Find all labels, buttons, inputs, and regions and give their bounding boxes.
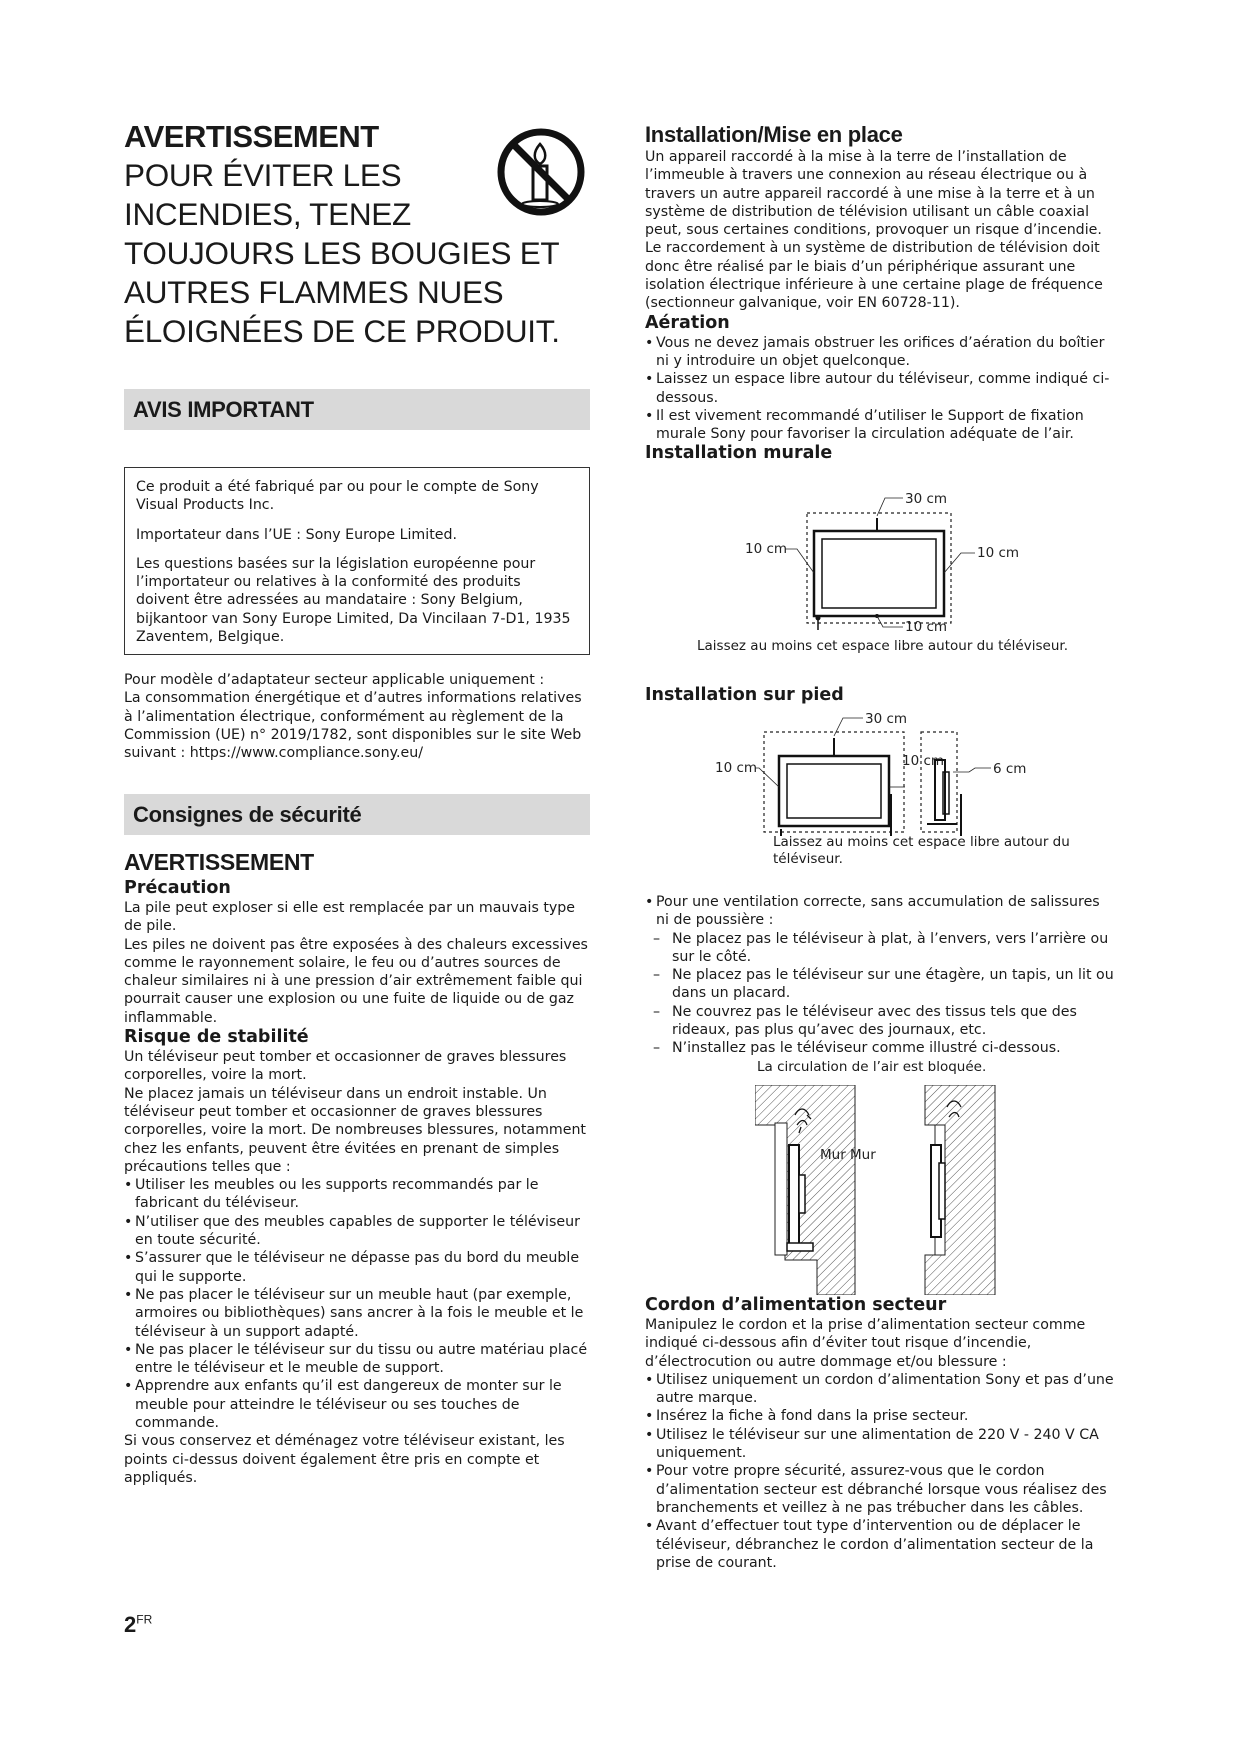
warning-line: POUR ÉVITER LES (124, 157, 402, 193)
safety-section (124, 848, 590, 1487)
wall-left-label: 10 cm (745, 541, 788, 557)
stability-para: Un téléviseur peut tomber et occasionner de graves blessures corporelles, voire la mort. (124, 1049, 567, 1084)
safety-band (124, 794, 590, 835)
warning-line: AUTRES FLAMMES NUES (124, 274, 504, 310)
warning-line: ÉLOIGNÉES DE CE PRODUIT. (124, 313, 560, 349)
wall-title: Installation murale (645, 443, 833, 464)
list-item: • Vous ne devez jamais obstruer les orifices d’aération du boîtier ni y introduire un objet quelconque. (645, 334, 1115, 371)
stand-diagram (695, 712, 1065, 836)
list-item: • Pour une ventilation correcte, sans accumulation de salissures ni de poussière : (645, 893, 1115, 930)
stand-right-label: 10 cm (902, 753, 945, 769)
wall-mount-diagram (705, 488, 1035, 633)
list-item: – Ne placez pas le téléviseur à plat, à l’envers, vers l’arrière ou sur le côté. (645, 930, 1115, 967)
list-item: – Ne couvrez pas le téléviseur avec des tissus tels que des rideaux, pas plus qu’avec des journaux, etc. (645, 1003, 1115, 1040)
vent-dash-list (645, 930, 1115, 1058)
stand-left-label: 10 cm (715, 760, 758, 776)
caution-title: Précaution (124, 878, 231, 898)
notice-box-para: Importateur dans l’UE : Sony Europe Limited. (136, 526, 457, 543)
adapter-note-line: Pour modèle d’adaptateur secteur applicable uniquement : (124, 672, 545, 688)
stability-title: Risque de stabilité (124, 1027, 309, 1048)
list-item: • Avant d’effectuer tout type d’intervention ou de déplacer le téléviseur, débranchez le cordon d’alimentation secteur de la prise de courant. (645, 1517, 1115, 1572)
vent-list (645, 893, 1115, 930)
list-item: • N’utiliser que des meubles capables de supporter le téléviseur en toute sécurité. (124, 1213, 590, 1250)
cord-title: Cordon d’alimentation secteur (645, 1295, 947, 1315)
list-item: • Pour votre propre sécurité, assurez-vous que le cordon d’alimentation secteur est débranché lorsque vous réalisez des branchements et veillez à ne pas trébucher dans les câbles. (645, 1462, 1115, 1517)
aeration-title: Aération (645, 312, 730, 333)
wall-bottom-label: 10 cm (905, 619, 948, 633)
stability-list (124, 1176, 590, 1432)
wall-right-label: 10 cm (977, 545, 1020, 561)
safety-band-title: Consignes de sécurité (133, 802, 362, 827)
page-number: $2^{FR}$ (124, 1612, 153, 1637)
no-candle-icon (495, 126, 587, 218)
adapter-note-line: La consommation énergétique et d’autres informations relatives à l’alimentation électrique, conformément au règlement de la Commission (UE) n° 2019/1782, sont disponibles sur le site Web suivant : https://www.compliance.sony.eu/ (124, 690, 582, 762)
list-item: • Ne pas placer le téléviseur sur un meuble haut (par exemple, armoires ou bibliothèques) sans ancrer à la fois le meuble et le téléviseur à un support adapté. (124, 1286, 590, 1341)
list-item: – Ne placez pas le téléviseur sur une étagère, un tapis, un lit ou dans un placard. (645, 966, 1115, 1003)
stand-caption: Laissez au moins cet espace libre autour du téléviseur. (773, 834, 1070, 867)
notice-box (124, 467, 590, 655)
page-lang: FR (136, 1612, 153, 1627)
warning-heading: AVERTISSEMENT (124, 119, 379, 154)
install-title: Installation/Mise en place (645, 122, 903, 147)
cord-section (645, 1295, 1115, 1572)
list-item: • Utiliser les meubles ou les supports recommandés par le fabricant du téléviseur. (124, 1176, 590, 1213)
blocked-label-1: Mur (820, 1147, 846, 1163)
list-item: • Ne pas placer le téléviseur sur du tissu ou autre matériau placé entre le téléviseur et le meuble de support. (124, 1341, 590, 1378)
list-item: • Il est vivement recommandé d’utiliser le Support de fixation murale Sony pour favoriser la circulation adéquate de l’air. (645, 407, 1115, 444)
caution-para: Les piles ne doivent pas être exposées à des chaleurs excessives comme le rayonnement solaire, le feu ou d’autres sources de chaleur similaires ni à une pression d’air extrêmement faible qui pourrait causer une explosion ou une fuite de liquide ou de gaz inflammable. (124, 936, 588, 1026)
list-item: • S’assurer que le téléviseur ne dépasse pas du bord du meuble qui le supporte. (124, 1249, 590, 1286)
notice-band (124, 389, 590, 430)
safety-heading: AVERTISSEMENT (124, 849, 314, 875)
warning-line: TOUJOURS LES BOUGIES ET (124, 235, 560, 271)
list-item: • Utilisez le téléviseur sur une alimentation de 220 V - 240 V CA uniquement. (645, 1426, 1115, 1463)
notice-box-para: Les questions basées sur la législation européenne pour l’importateur ou relatives à la conformité des produits doivent être adressées au mandataire : Sony Belgium, bijkantoor van Sony Europe Limited, Da Vincilaan 7-D1, 1935 Zaventem, Belgique. (136, 555, 571, 646)
blocked-air-diagram (755, 1085, 1005, 1295)
notice-box-para: Ce produit a été fabriqué par ou pour le compte de Sony Visual Products Inc. (136, 479, 539, 514)
wall-caption: Laissez au moins cet espace libre autour du téléviseur. (697, 638, 1068, 654)
adapter-note (124, 671, 590, 762)
stand-title: Installation sur pied (645, 685, 844, 705)
stability-para: Ne placez jamais un téléviseur dans un endroit instable. Un téléviseur peut tomber et occasionner de graves blessures corporelles, voire la mort. De nombreuses blessures, notamment chez les enfants, peuvent être évitées en prenant de simples précautions telles que : (124, 1085, 587, 1175)
caution-para: La pile peut exploser si elle est remplacée par un mauvais type de pile. (124, 900, 576, 935)
notice-band-title: AVIS IMPORTANT (133, 397, 314, 422)
cord-list (645, 1371, 1115, 1572)
list-item: • Laissez un espace libre autour du téléviseur, comme indiqué ci-dessous. (645, 370, 1115, 407)
list-item: – N’installez pas le téléviseur comme illustré ci-dessous. (645, 1039, 1115, 1057)
stand-back-label: 6 cm (993, 761, 1027, 777)
blocked-label-2: Mur (850, 1147, 876, 1163)
list-item: • Utilisez uniquement un cordon d’alimentation Sony et pas d’une autre marque. (645, 1371, 1115, 1408)
stability-closing: Si vous conservez et déménagez votre téléviseur existant, les points ci-dessus doivent également être pris en compte et appliqués. (124, 1433, 565, 1486)
warning-line: INCENDIES, TENEZ (124, 196, 411, 232)
blocked-caption: La circulation de l’air est bloquée. (757, 1059, 987, 1075)
install-section (645, 122, 1115, 464)
ventilation-section (645, 893, 1115, 1058)
cord-text: Manipulez le cordon et la prise d’alimentation secteur comme indiqué ci-dessous afin d’éviter tout risque d’incendie, d’électrocution ou autre dommage et/ou blessure : (645, 1317, 1086, 1370)
stand-top-label: 30 cm (865, 712, 908, 727)
list-item: • Insérez la fiche à fond dans la prise secteur. (645, 1407, 1115, 1425)
install-text: Un appareil raccordé à la mise à la terre de l’installation de l’immeuble à travers une connexion au réseau électrique ou à travers un autre appareil raccordé à une mise à la terre et à un système de distribution de télévision utilisant un câble coaxial peut, sous certaines conditions, provoquer un risque d’incendie. Le raccordement à un système de distribution de télévision doit donc être réalisé par le biais d’un périphérique assurant une isolation électrique inférieure à une certaine plage de fréquence (sectionneur galvanique, voir EN 60728-11). (645, 149, 1103, 312)
wall-top-label: 30 cm (905, 491, 948, 507)
list-item: • Apprendre aux enfants qu’il est dangereux de monter sur le meuble pour atteindre le téléviseur ou ses touches de commande. (124, 1377, 590, 1432)
aeration-list (645, 334, 1115, 444)
